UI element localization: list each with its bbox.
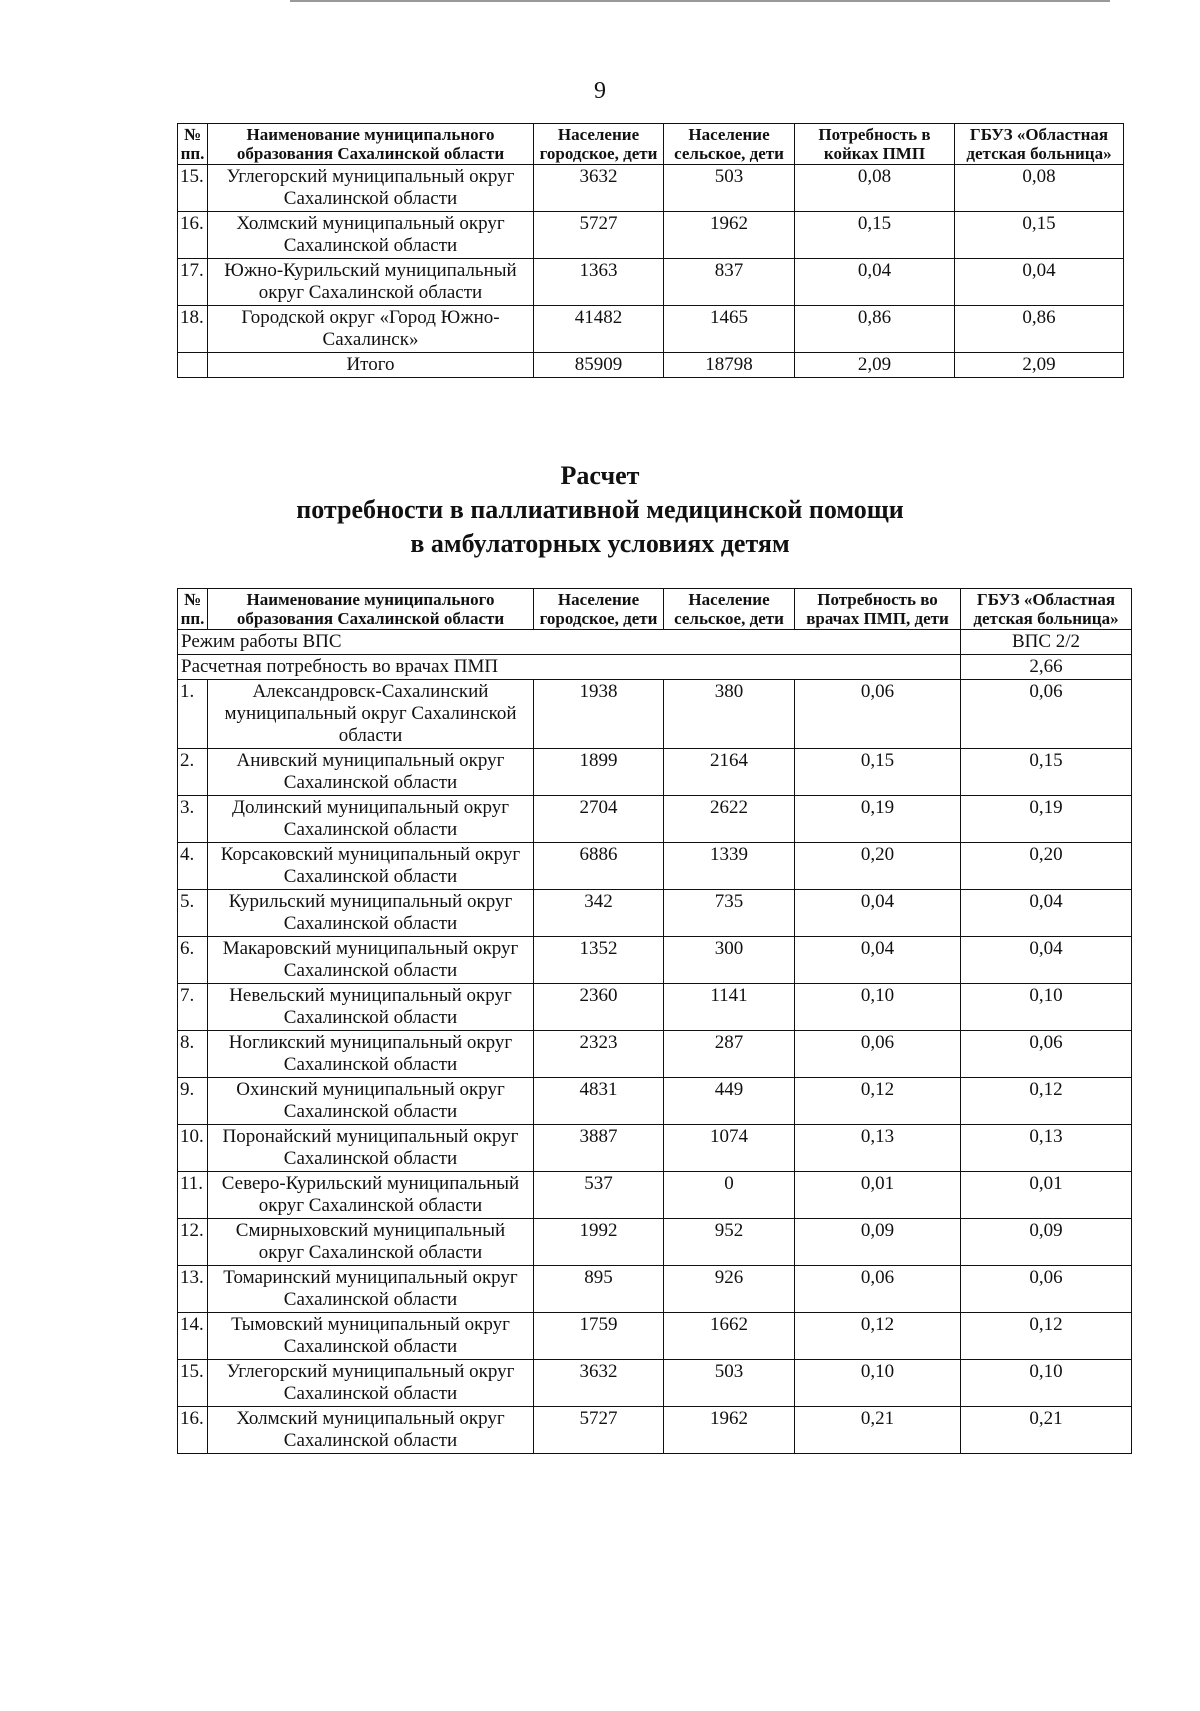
hospital-value: 0,09 xyxy=(961,1219,1132,1266)
table-row xyxy=(178,259,1124,306)
rural-population: 300 xyxy=(664,937,795,984)
need-value: 0,15 xyxy=(795,212,955,259)
rural-population: 1141 xyxy=(664,984,795,1031)
hospital-value: 0,21 xyxy=(961,1407,1132,1454)
hospital-value: 0,19 xyxy=(961,796,1132,843)
urban-population: 2704 xyxy=(534,796,664,843)
need-value: 0,12 xyxy=(795,1078,961,1125)
total-label: Итого xyxy=(208,353,534,378)
urban-population: 1759 xyxy=(534,1313,664,1360)
table-row xyxy=(178,1172,1132,1219)
hospital-value: 0,06 xyxy=(961,680,1132,749)
table-row xyxy=(178,165,1124,212)
table-row xyxy=(178,1219,1132,1266)
row-number: 7. xyxy=(178,984,208,1031)
hospital-value: 0,12 xyxy=(961,1078,1132,1125)
header-need: Потребность во врачах ПМП, дети xyxy=(795,589,961,630)
header-municipality: Наименование муниципального образования Сахалинской области xyxy=(208,124,534,165)
urban-population: 3632 xyxy=(534,1360,664,1407)
section-title-line1: Расчет xyxy=(560,461,640,490)
need-value: 0,21 xyxy=(795,1407,961,1454)
section-title-line2: потребности в паллиативной медицинской помощи xyxy=(296,495,904,524)
municipality-name: Александровск-Сахалинский муниципальный округ Сахалинской области xyxy=(208,680,534,749)
row-number: 15. xyxy=(178,1360,208,1407)
municipality-name: Южно-Курильский муниципальный округ Сахалинской области xyxy=(208,259,534,306)
need-value: 0,04 xyxy=(795,890,961,937)
urban-population: 3887 xyxy=(534,1125,664,1172)
need-value: 0,06 xyxy=(795,1266,961,1313)
need-value: 0,08 xyxy=(795,165,955,212)
header-need: Потребность в койках ПМП xyxy=(795,124,955,165)
row-number: 12. xyxy=(178,1219,208,1266)
row-number: 10. xyxy=(178,1125,208,1172)
table-row xyxy=(178,984,1132,1031)
urban-population: 895 xyxy=(534,1266,664,1313)
calc-row xyxy=(178,655,1132,680)
municipality-name: Долинский муниципальный округ Сахалинской области xyxy=(208,796,534,843)
total-number-cell xyxy=(178,353,208,378)
row-number: 14. xyxy=(178,1313,208,1360)
urban-population: 1363 xyxy=(534,259,664,306)
row-number: 6. xyxy=(178,937,208,984)
total-hospital: 2,09 xyxy=(955,353,1124,378)
urban-population: 1992 xyxy=(534,1219,664,1266)
urban-population: 5727 xyxy=(534,212,664,259)
rural-population: 1339 xyxy=(664,843,795,890)
municipality-name: Тымовский муниципальный округ Сахалинской области xyxy=(208,1313,534,1360)
row-number: 1. xyxy=(178,680,208,749)
rural-population: 2622 xyxy=(664,796,795,843)
mode-label: Режим работы ВПС xyxy=(178,630,961,655)
rural-population: 449 xyxy=(664,1078,795,1125)
urban-population: 2360 xyxy=(534,984,664,1031)
hospital-value: 0,86 xyxy=(955,306,1124,353)
header-hospital: ГБУЗ «Областная детская больница» xyxy=(955,124,1124,165)
hospital-value: 0,12 xyxy=(961,1313,1132,1360)
row-number: 13. xyxy=(178,1266,208,1313)
municipality-name: Невельский муниципальный округ Сахалинской области xyxy=(208,984,534,1031)
need-value: 0,20 xyxy=(795,843,961,890)
rural-population: 2164 xyxy=(664,749,795,796)
rural-population: 503 xyxy=(664,165,795,212)
row-number: 16. xyxy=(178,212,208,259)
municipality-name: Корсаковский муниципальный округ Сахалинской области xyxy=(208,843,534,890)
rural-population: 287 xyxy=(664,1031,795,1078)
rural-population: 735 xyxy=(664,890,795,937)
table-row xyxy=(178,1266,1132,1313)
municipality-name: Смирныховский муниципальный округ Сахалинской области xyxy=(208,1219,534,1266)
scan-top-edge xyxy=(290,0,1110,2)
table-row xyxy=(178,212,1124,259)
section-title-line3: в амбулаторных условиях детям xyxy=(410,529,790,558)
page-number: 9 xyxy=(594,78,606,104)
municipality-name: Углегорский муниципальный округ Сахалинской области xyxy=(208,165,534,212)
urban-population: 1899 xyxy=(534,749,664,796)
table-row xyxy=(178,843,1132,890)
row-number: 18. xyxy=(178,306,208,353)
header-municipality: Наименование муниципального образования Сахалинской области xyxy=(208,589,534,630)
need-value: 0,12 xyxy=(795,1313,961,1360)
hospital-value: 0,06 xyxy=(961,1266,1132,1313)
hospital-value: 0,08 xyxy=(955,165,1124,212)
row-number: 4. xyxy=(178,843,208,890)
table-row xyxy=(178,1031,1132,1078)
urban-population: 4831 xyxy=(534,1078,664,1125)
need-value: 0,04 xyxy=(795,937,961,984)
rural-population: 1465 xyxy=(664,306,795,353)
header-urban: Население городское, дети xyxy=(534,124,664,165)
rural-population: 926 xyxy=(664,1266,795,1313)
urban-population: 1352 xyxy=(534,937,664,984)
rural-population: 1962 xyxy=(664,212,795,259)
hospital-value: 0,15 xyxy=(955,212,1124,259)
municipality-name: Городской округ «Город Южно-Сахалинск» xyxy=(208,306,534,353)
urban-population: 5727 xyxy=(534,1407,664,1454)
municipality-name: Холмский муниципальный округ Сахалинской области xyxy=(208,212,534,259)
row-number: 5. xyxy=(178,890,208,937)
table-row xyxy=(178,680,1132,749)
need-value: 0,09 xyxy=(795,1219,961,1266)
urban-population: 2323 xyxy=(534,1031,664,1078)
header-rural: Население сельское, дети xyxy=(664,589,795,630)
table-row xyxy=(178,306,1124,353)
municipality-name: Охинский муниципальный округ Сахалинской области xyxy=(208,1078,534,1125)
total-rural: 18798 xyxy=(664,353,795,378)
row-number: 16. xyxy=(178,1407,208,1454)
need-value: 0,86 xyxy=(795,306,955,353)
row-number: 3. xyxy=(178,796,208,843)
table-row xyxy=(178,1078,1132,1125)
header-number: № пп. xyxy=(178,589,208,630)
header-number: № пп. xyxy=(178,124,208,165)
need-value: 0,19 xyxy=(795,796,961,843)
need-value: 0,06 xyxy=(795,680,961,749)
mode-row xyxy=(178,630,1132,655)
hospital-value: 0,04 xyxy=(961,890,1132,937)
table-header-row xyxy=(178,124,1124,165)
row-number: 17. xyxy=(178,259,208,306)
table-row xyxy=(178,1313,1132,1360)
urban-population: 1938 xyxy=(534,680,664,749)
municipality-name: Курильский муниципальный округ Сахалинской области xyxy=(208,890,534,937)
need-value: 0,10 xyxy=(795,1360,961,1407)
urban-population: 6886 xyxy=(534,843,664,890)
hospital-value: 0,20 xyxy=(961,843,1132,890)
hospital-value: 0,01 xyxy=(961,1172,1132,1219)
rural-population: 1662 xyxy=(664,1313,795,1360)
municipality-name: Макаровский муниципальный округ Сахалинской области xyxy=(208,937,534,984)
row-number: 9. xyxy=(178,1078,208,1125)
hospital-value: 0,04 xyxy=(955,259,1124,306)
rural-population: 1074 xyxy=(664,1125,795,1172)
hospital-value: 0,06 xyxy=(961,1031,1132,1078)
header-hospital: ГБУЗ «Областная детская больница» xyxy=(961,589,1132,630)
table-row xyxy=(178,1360,1132,1407)
row-number: 8. xyxy=(178,1031,208,1078)
calc-label: Расчетная потребность во врачах ПМП xyxy=(178,655,961,680)
table-row xyxy=(178,1407,1132,1454)
need-value: 0,04 xyxy=(795,259,955,306)
row-number: 11. xyxy=(178,1172,208,1219)
municipality-name: Ногликский муниципальный округ Сахалинской области xyxy=(208,1031,534,1078)
hospital-value: 0,10 xyxy=(961,984,1132,1031)
need-value: 0,13 xyxy=(795,1125,961,1172)
municipality-name: Холмский муниципальный округ Сахалинской области xyxy=(208,1407,534,1454)
municipality-name: Углегорский муниципальный округ Сахалинской области xyxy=(208,1360,534,1407)
urban-population: 3632 xyxy=(534,165,664,212)
table-row xyxy=(178,749,1132,796)
rural-population: 503 xyxy=(664,1360,795,1407)
hospital-value: 0,13 xyxy=(961,1125,1132,1172)
header-rural: Население сельское, дети xyxy=(664,124,795,165)
table-row xyxy=(178,1125,1132,1172)
municipality-name: Поронайский муниципальный округ Сахалинской области xyxy=(208,1125,534,1172)
table-row xyxy=(178,796,1132,843)
table-row xyxy=(178,890,1132,937)
calc-value: 2,66 xyxy=(961,655,1132,680)
total-row xyxy=(178,353,1124,378)
table-row xyxy=(178,937,1132,984)
row-number: 15. xyxy=(178,165,208,212)
total-urban: 85909 xyxy=(534,353,664,378)
hospital-value: 0,15 xyxy=(961,749,1132,796)
hospital-value: 0,04 xyxy=(961,937,1132,984)
municipality-name: Томаринский муниципальный округ Сахалинской области xyxy=(208,1266,534,1313)
urban-population: 41482 xyxy=(534,306,664,353)
total-need: 2,09 xyxy=(795,353,955,378)
urban-population: 537 xyxy=(534,1172,664,1219)
need-value: 0,10 xyxy=(795,984,961,1031)
rural-population: 1962 xyxy=(664,1407,795,1454)
municipality-name: Анивский муниципальный округ Сахалинской области xyxy=(208,749,534,796)
doctors-need-table xyxy=(177,588,1132,1454)
beds-need-table xyxy=(177,123,1124,378)
need-value: 0,15 xyxy=(795,749,961,796)
need-value: 0,01 xyxy=(795,1172,961,1219)
rural-population: 0 xyxy=(664,1172,795,1219)
rural-population: 837 xyxy=(664,259,795,306)
table-header-row xyxy=(178,589,1132,630)
rural-population: 380 xyxy=(664,680,795,749)
mode-value: ВПС 2/2 xyxy=(961,630,1132,655)
municipality-name: Северо-Курильский муниципальный округ Сахалинской области xyxy=(208,1172,534,1219)
hospital-value: 0,10 xyxy=(961,1360,1132,1407)
row-number: 2. xyxy=(178,749,208,796)
rural-population: 952 xyxy=(664,1219,795,1266)
urban-population: 342 xyxy=(534,890,664,937)
need-value: 0,06 xyxy=(795,1031,961,1078)
header-urban: Население городское, дети xyxy=(534,589,664,630)
